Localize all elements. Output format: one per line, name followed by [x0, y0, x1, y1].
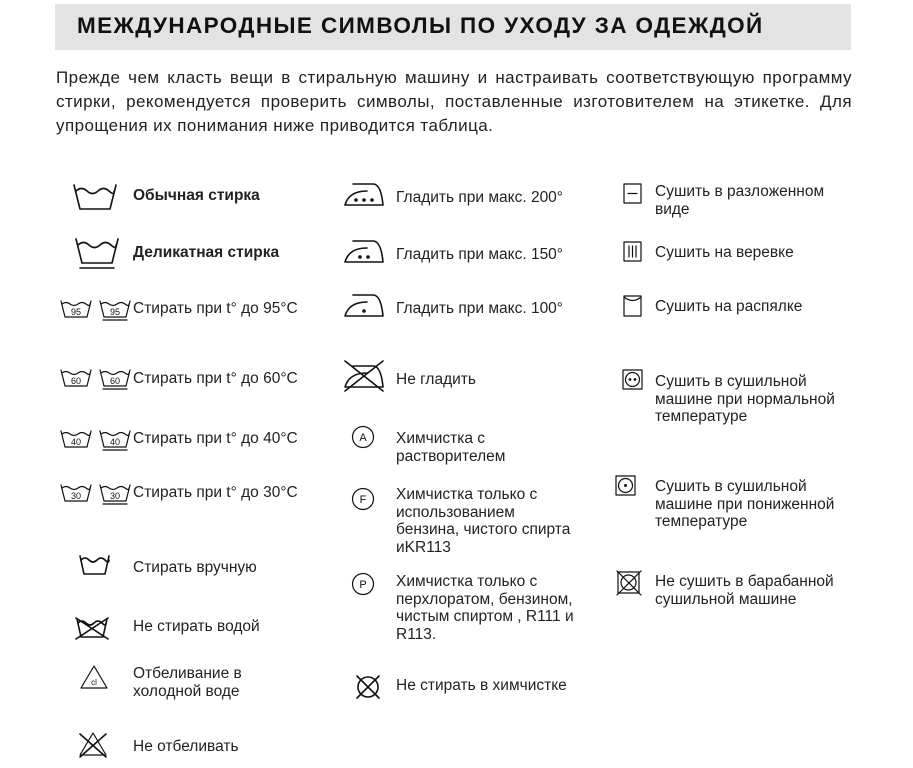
dryclean-benzine-label: Химчистка только с использованием бензина, чистого спирта иKR113 — [396, 486, 571, 556]
wash-normal-label: Обычная стирка — [133, 187, 260, 204]
bleach-cold-label: Отбеливание в холодной воде — [133, 665, 242, 700]
svg-text:cl: cl — [91, 678, 97, 687]
no-dryclean-icon — [354, 673, 382, 701]
no-iron-icon — [343, 360, 385, 392]
wash-60-label: Стирать при t° до 60°C — [133, 370, 298, 387]
wash-normal-icon — [72, 182, 118, 212]
svg-text:F: F — [359, 494, 367, 506]
svg-text:A: A — [359, 432, 367, 444]
iron-150-icon — [343, 238, 385, 264]
svg-text:60: 60 — [70, 376, 82, 386]
wash-30-label: Стирать при t° до 30°C — [133, 484, 298, 501]
iron-200-icon — [343, 181, 385, 207]
dryclean-perchlor-label: Химчистка только с перхлоратом, бензином, чистым спиртом , R111 и R113. — [396, 573, 574, 643]
svg-text:30: 30 — [109, 491, 121, 501]
hand-wash-icon — [79, 554, 111, 576]
dryclean-f-icon — [351, 487, 375, 511]
no-wash-icon — [75, 616, 109, 640]
dry-line-label: Сушить на веревке — [655, 244, 794, 261]
dry-line-icon — [623, 241, 643, 263]
no-tumble-icon — [616, 570, 642, 596]
iron-150-label: Гладить при макс. 150° — [396, 246, 564, 263]
title-bar — [55, 4, 851, 50]
no-dryclean-label: Не стирать в химчистке — [396, 677, 567, 694]
tumble-low-icon — [615, 475, 637, 497]
dryclean-p-icon — [351, 572, 375, 596]
svg-text:95: 95 — [70, 307, 82, 317]
intro-text: Прежде чем класть вещи в стиральную машину и настраивать соответствующую программу стирки, рекомендуется проверить символы, поставленные изготовителем на этикетке. Для упрощения их понимания ниже приводится таблица. — [56, 68, 852, 135]
dryclean-a-icon — [351, 425, 375, 449]
svg-text:60: 60 — [109, 376, 121, 386]
wash-delicate-icon — [74, 236, 120, 270]
dry-hanger-icon — [623, 294, 643, 318]
wash-40-icon — [60, 429, 93, 449]
no-tumble-label: Не сушить в барабанной сушильной машине — [655, 573, 834, 608]
svg-text:30: 30 — [70, 491, 82, 501]
wash-30-icon — [60, 483, 93, 503]
wash-delicate-label: Деликатная стирка — [133, 244, 280, 261]
iron-100-icon — [343, 292, 385, 318]
dry-flat-label: Сушить в разложенном виде — [655, 183, 825, 218]
wash-60-delicate-icon — [99, 368, 132, 390]
tumble-low-label: Сушить в сушильной машине при пониженной температуре — [655, 478, 835, 530]
hand-wash-label: Стирать вручную — [133, 559, 257, 576]
wash-40-label: Стирать при t° до 40°C — [133, 430, 298, 447]
dryclean-solvent-label: Химчистка с растворителем — [396, 430, 506, 465]
no-wash-label: Не стирать водой — [133, 618, 260, 635]
dry-flat-icon — [623, 183, 643, 205]
no-iron-label: Не гладить — [396, 371, 476, 388]
no-bleach-label: Не отбеливать — [133, 738, 239, 755]
dry-hanger-label: Сушить на распялке — [655, 298, 803, 315]
svg-text:40: 40 — [70, 437, 82, 447]
iron-100-label: Гладить при макс. 100° — [396, 300, 564, 317]
bleach-icon — [79, 664, 109, 690]
tumble-normal-icon — [622, 369, 644, 391]
no-bleach-icon — [77, 730, 109, 758]
wash-40-delicate-icon — [99, 429, 132, 451]
wash-95-label: Стирать при t° до 95°C — [133, 300, 298, 317]
tumble-normal-label: Сушить в сушильной машине при нормальной температуре — [655, 373, 835, 425]
wash-60-icon — [60, 368, 93, 388]
svg-text:P: P — [359, 579, 367, 591]
svg-text:40: 40 — [109, 437, 121, 447]
iron-200-label: Гладить при макс. 200° — [396, 189, 564, 206]
svg-text:95: 95 — [109, 307, 121, 317]
wash-95-delicate-icon — [99, 299, 132, 321]
wash-30-delicate-icon — [99, 483, 132, 505]
page-title: МЕЖДУНАРОДНЫЕ СИМВОЛЫ ПО УХОДУ ЗА ОДЕЖДОЙ — [77, 13, 764, 38]
wash-95-icon — [60, 299, 93, 319]
